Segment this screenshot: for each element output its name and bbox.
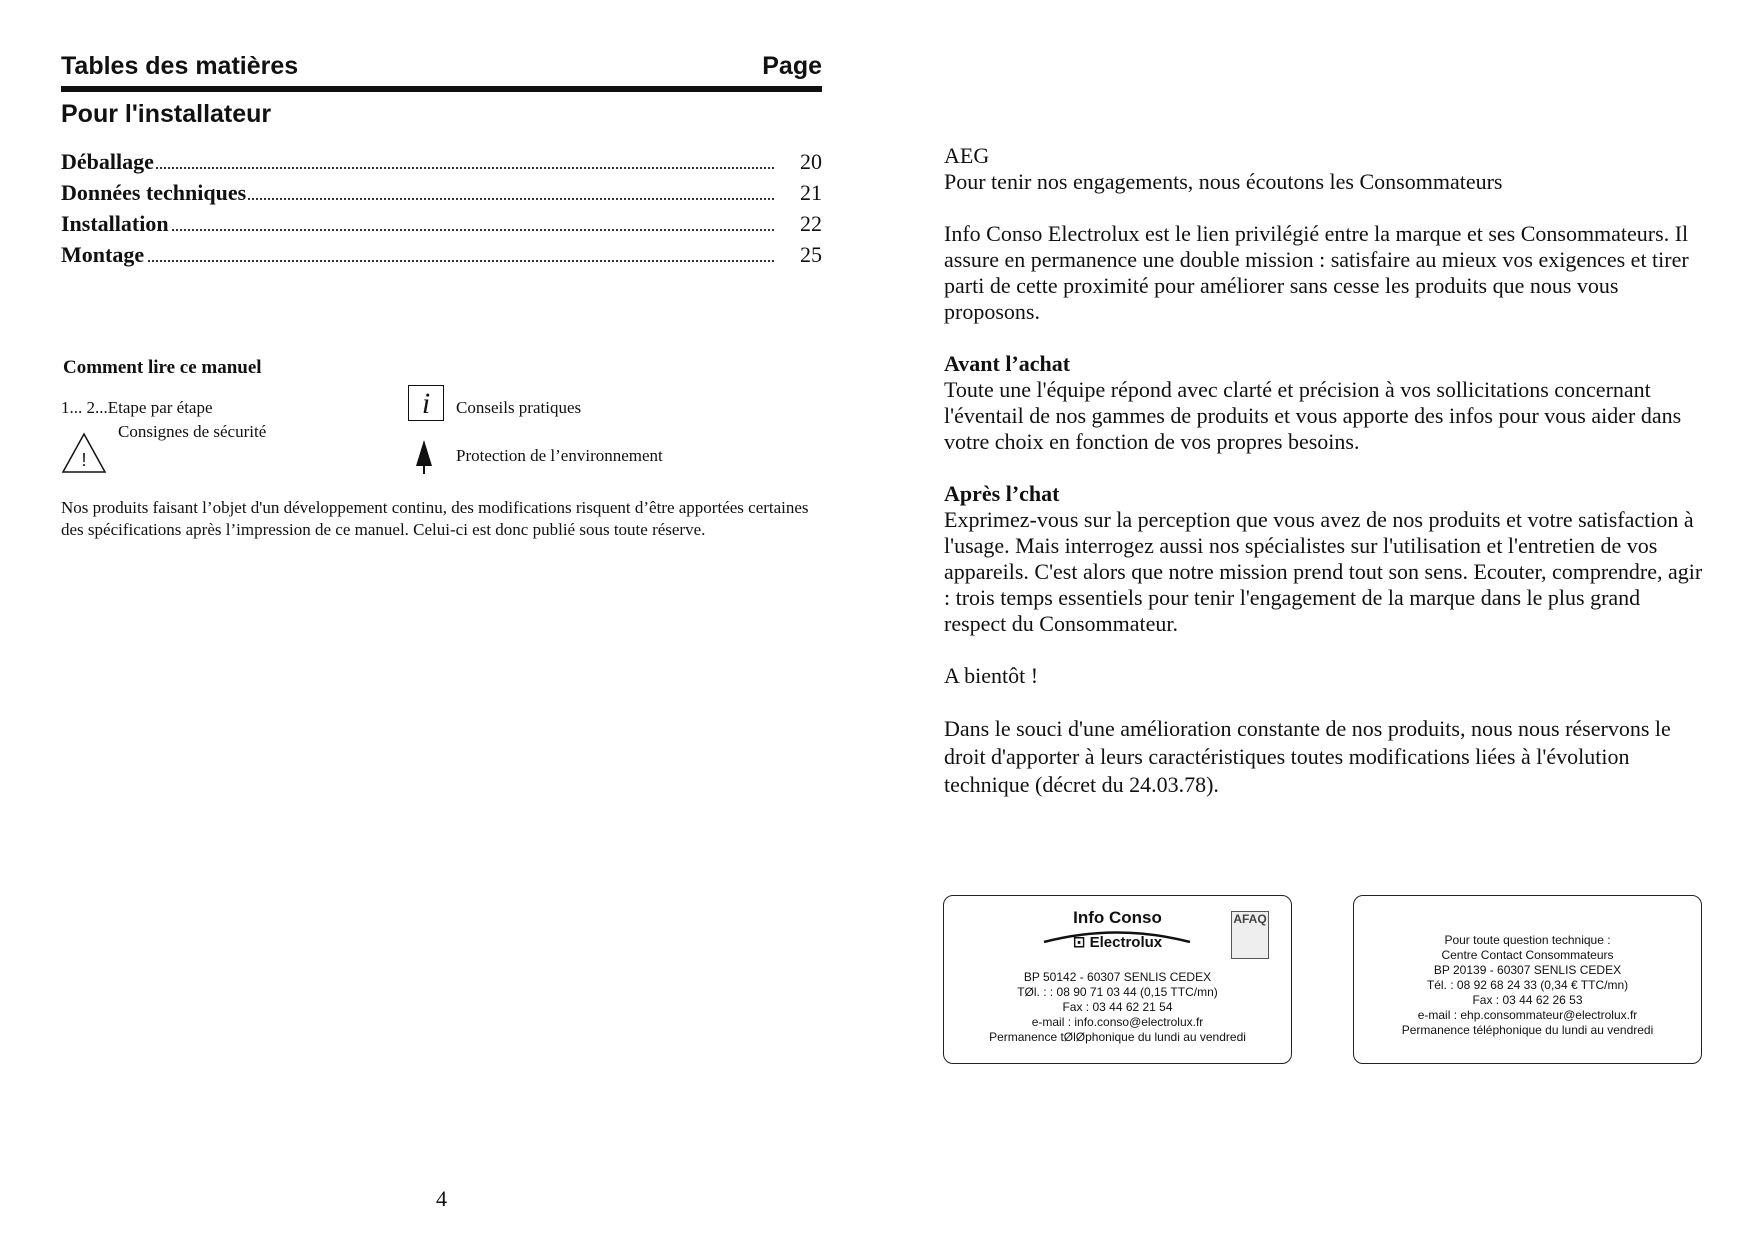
swoosh-icon	[1042, 929, 1192, 943]
toc-entry-label: Déballage	[61, 149, 154, 174]
warning-icon	[61, 432, 107, 474]
toc-page-label: Page	[762, 52, 822, 80]
toc-entry-label: Installation	[61, 211, 169, 236]
toc-header	[61, 52, 822, 92]
intro-paragraph: Info Conso Electrolux est le lien privilégié entre la marque et ses Consommateurs. Il assure en permanence une double mission : satisfaire au mieux vos exigences et tirer parti de cette proximité pour améliorer sans cesse les produits que nous vous proposons.	[944, 221, 1689, 324]
disclaimer: Nos produits faisant l’objet d'un développement continu, des modifications risquent d’être apportées certaines des spécifications après l’impression de ce manuel. Celui-ci est donc publié sous toute réserve.	[61, 498, 809, 539]
toc-entry-page: 21	[800, 180, 822, 205]
electrolux-icon: ⊡	[1072, 934, 1086, 951]
afaq-certification-icon: AFAQ	[1231, 911, 1269, 959]
technical-contact-card	[1353, 895, 1702, 1064]
toc-entry	[61, 177, 822, 208]
before-purchase-text: Toute une l'équipe répond avec clarté et précision à vos sollicitations concernant l'éventail de nos gammes de produits et vous apporte des infos pour vous aider dans votre choix en fonction de vos propres besoins.	[944, 377, 1682, 454]
legend-steps: 1... 2...Etape par étape	[61, 398, 213, 417]
toc-section-title: Pour l'installateur	[61, 100, 272, 128]
warning-mark: !	[81, 450, 87, 470]
closing-paragraph: Dans le souci d'une amélioration constante de nos produits, nous nous réservons le droit d'apporter à leurs caractéristiques toutes modifications liées à l'évolution technique (décret du 24.03.78).	[944, 716, 1671, 797]
toc-entry-page: 25	[800, 242, 822, 267]
info-conso-contact: BP 50142 - 60307 SENLIS CEDEX TØl. : : 08 90 71 03 44 (0,15 TTC/mn) Fax : 03 44 62 21 54 e-mail : info.conso@electrolux.fr Permanence tØlØphonique du lundi au vendredi	[989, 970, 1246, 1044]
after-purchase-title: Après l’chat	[944, 481, 1060, 506]
how-to-read-title: Comment lire ce manuel	[63, 357, 262, 378]
toc-entry-label: Montage	[61, 242, 145, 267]
tree-icon	[415, 440, 433, 474]
toc-entry-page: 20	[800, 149, 822, 174]
toc-entry	[61, 239, 822, 270]
toc-entry-label: Données techniques	[61, 180, 247, 205]
electrolux-brand: ⊡ Electrolux	[1072, 934, 1163, 951]
toc-list	[61, 146, 822, 270]
toc-entry	[61, 208, 822, 239]
technical-contact: Pour toute question technique : Centre Contact Consommateurs BP 20139 - 60307 SENLIS CEDEX Tél. : 08 92 68 24 33 (0,34 € TTC/mn) Fax : 03 44 62 26 53 e-mail : ehp.consommateur@electrolux.fr Permanence téléphonique du lundi au vendredi	[1401, 933, 1654, 1037]
page-number: 4	[436, 1186, 447, 1211]
info-icon: i	[408, 385, 444, 421]
toc-title: Tables des matières	[61, 52, 299, 80]
legend-safety: Consignes de sécurité	[118, 422, 267, 441]
toc-entry-page: 22	[800, 211, 822, 236]
before-purchase-title: Avant l’achat	[944, 351, 1071, 376]
brand-name: AEG	[944, 143, 990, 168]
legend-environment: Protection de l’environnement	[456, 446, 663, 465]
after-purchase-text: Exprimez-vous sur la perception que vous avez de nos produits et votre satisfaction à l'usage. Mais interrogez aussi nos spécialistes sur l'utilisation et l'entretien de vos appareils. C'est alors que notre mission prend tout son sens. Ecouter, comprendre, agir : trois temps essentiels pour tenir l'engagement de la marque dans le plus grand respect du Consommateur.	[944, 507, 1703, 636]
info-conso-card	[943, 895, 1292, 1064]
legend-tips: Conseils pratiques	[456, 398, 582, 417]
tagline: Pour tenir nos engagements, nous écoutons les Consommateurs	[944, 169, 1503, 194]
info-conso-title: Info Conso	[1073, 908, 1162, 927]
toc-entry	[61, 146, 822, 177]
right-column	[944, 143, 1704, 799]
goodbye: A bientôt !	[944, 663, 1039, 688]
